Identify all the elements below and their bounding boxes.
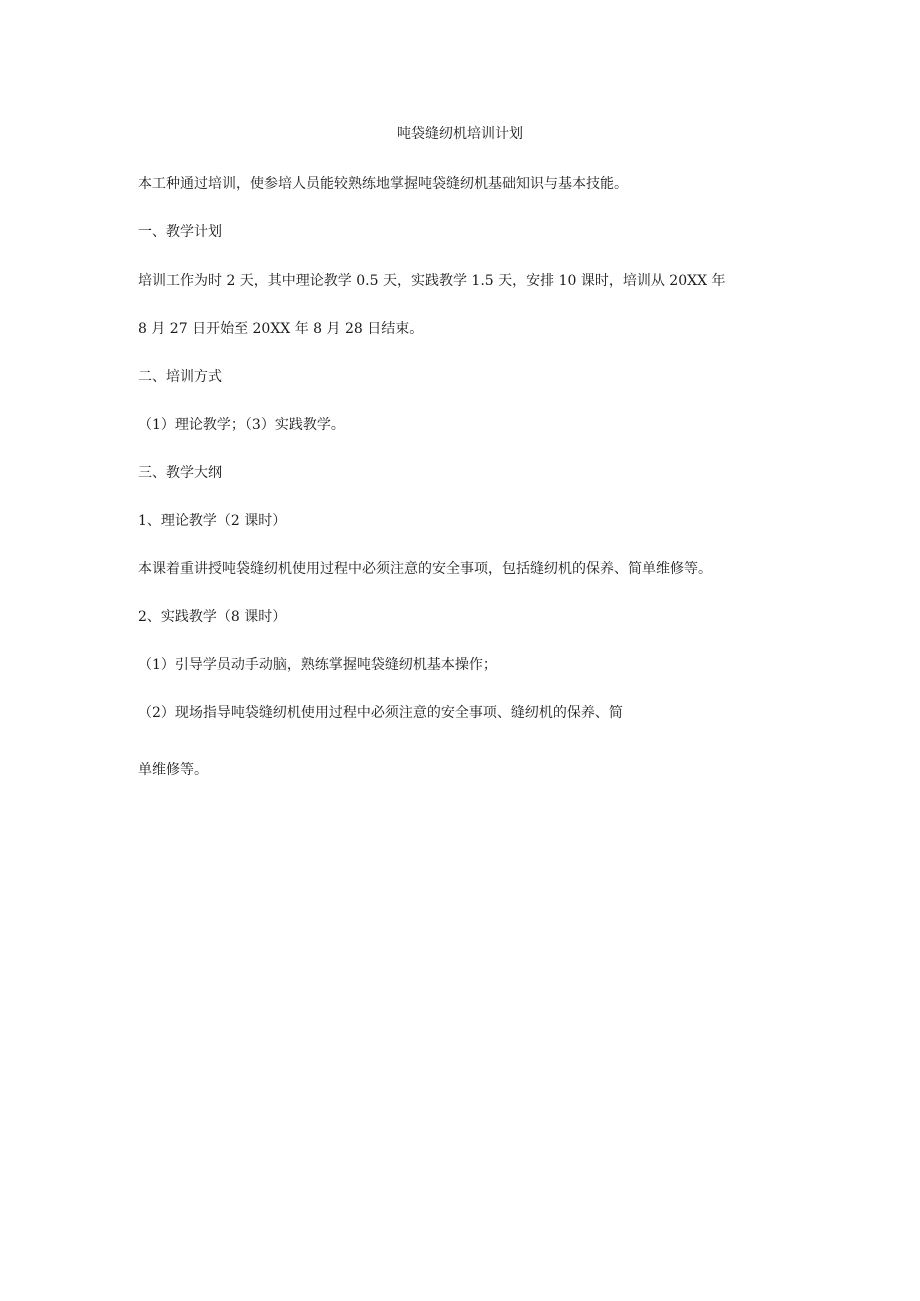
section3-sub1-body: 本课着重讲授吨袋缝纫机使用过程中必须注意的安全事项，包括缝纫机的保养、简单维修等。 [138,561,712,577]
section3-sub1-heading: 1、理论教学（2 课时） [138,513,287,529]
section1-heading: 一、教学计划 [138,224,222,240]
section1-body-line2: 8 月 27 日开始至 20XX 年 8 月 28 日结束。 [138,321,424,337]
section3-sub2-item2-line2: 单维修等。 [138,762,208,778]
section2-heading: 二、培训方式 [138,369,222,385]
section3-sub2-heading: 2、实践教学（8 课时） [138,609,287,625]
intro-paragraph: 本工种通过培训，使参培人员能较熟练地掌握吨袋缝纫机基础知识与基本技能。 [138,176,628,192]
document-title: 吨袋缝纫机培训计划 [397,126,523,142]
section3-heading: 三、教学大纲 [138,465,222,481]
section3-sub2-item2-line1: （2）现场指导吨袋缝纫机使用过程中必须注意的安全事项、缝纫机的保养、简 [138,705,623,721]
section1-body-line1: 培训工作为时 2 天，其中理论教学 0.5 天，实践教学 1.5 天，安排 10 课时，培训从 20XX 年 [138,273,726,289]
section2-body: （1）理论教学；（3）实践教学。 [138,417,345,433]
section3-sub2-item1: （1）引导学员动手动脑，熟练掌握吨袋缝纫机基本操作； [138,657,497,673]
